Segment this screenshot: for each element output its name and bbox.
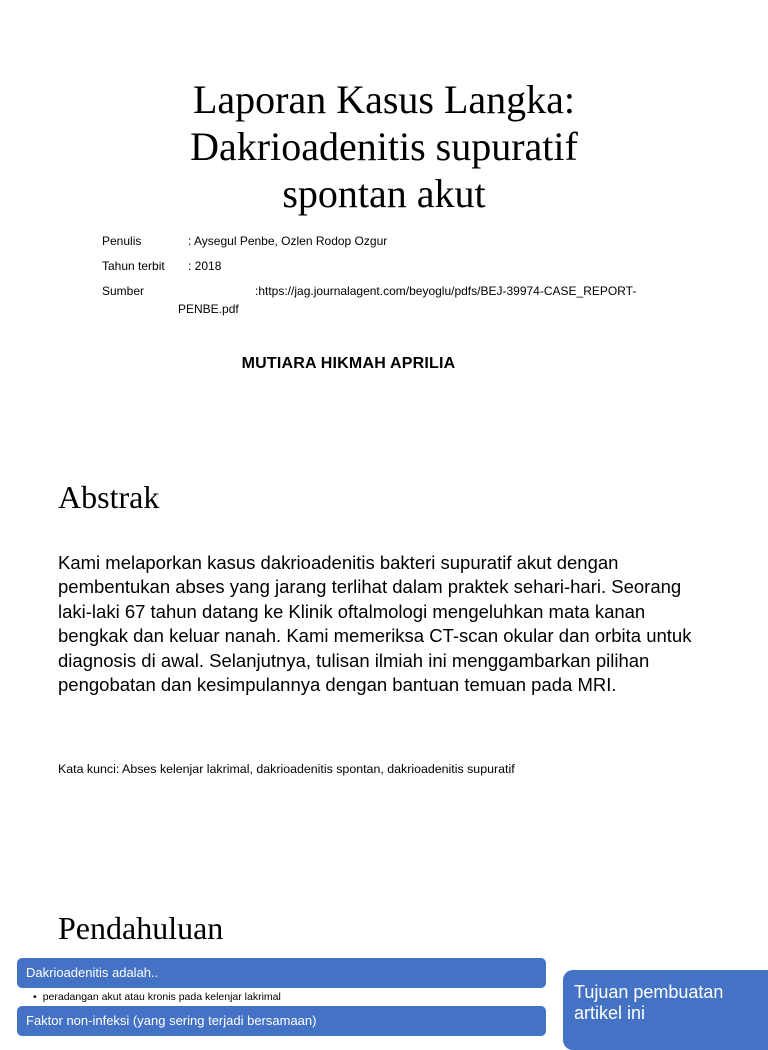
bullet-icon: • [33,991,37,1003]
definition-label: Dakrioadenitis adalah.. [26,965,159,980]
definition-bullet-text: peradangan akut atau kronis pada kelenjar lakrimal [42,991,281,1003]
title-line-2: Dakrioadenitis supuratif [190,124,578,169]
intro-heading: Pendahuluan [58,910,224,946]
title-line-1: Laporan Kasus Langka: [192,77,576,122]
purpose-label: Tujuan pembuatan artikel ini [574,982,724,1023]
non-infection-box [17,1006,546,1036]
author-value: : Aysegul Penbe, Ozlen Rodop Ozgur [188,234,388,248]
source-value-line1: :https://jag.journalagent.com/beyoglu/pdfs/BEJ-39974-CASE_REPORT- [255,284,637,298]
purpose-box [563,970,768,1050]
title-line-3: spontan akut [282,171,486,216]
source-label: Sumber [102,284,145,298]
definition-bullet [33,991,281,1003]
definition-box [17,958,546,988]
keywords: Kata kunci: Abses kelenjar lakrimal, dakrioadenitis spontan, dakrioadenitis supuratif [58,762,515,776]
non-infection-label: Faktor non-infeksi (yang sering terjadi bersamaan) [26,1013,317,1028]
year-value: : 2018 [188,259,222,273]
source-value-line2: PENBE.pdf [178,302,239,316]
year-label: Tahun terbit [102,259,165,273]
presenter-name: MUTIARA HIKMAH APRILIA [241,355,456,372]
author-label: Penulis [102,234,142,248]
abstract-heading: Abstrak [58,479,160,515]
abstract-text: Kami melaporkan kasus dakrioadenitis bakteri supuratif akut dengan pembentukan abses yang jarang terlihat dalam praktek sehari-hari. Seorang laki-laki 67 tahun datang ke Klinik oftalmologi mengeluhkan mata kanan bengkak dan keluar nanah. Kami memeriksa CT-scan okular dan orbita untuk diagnosis di awal. Selanjutnya, tulisan ilmiah ini menggambarkan pilihan pengobatan dan kesimpulannya dengan bantuan temuan pada MRI. [58,552,692,696]
document-title [60,76,708,217]
